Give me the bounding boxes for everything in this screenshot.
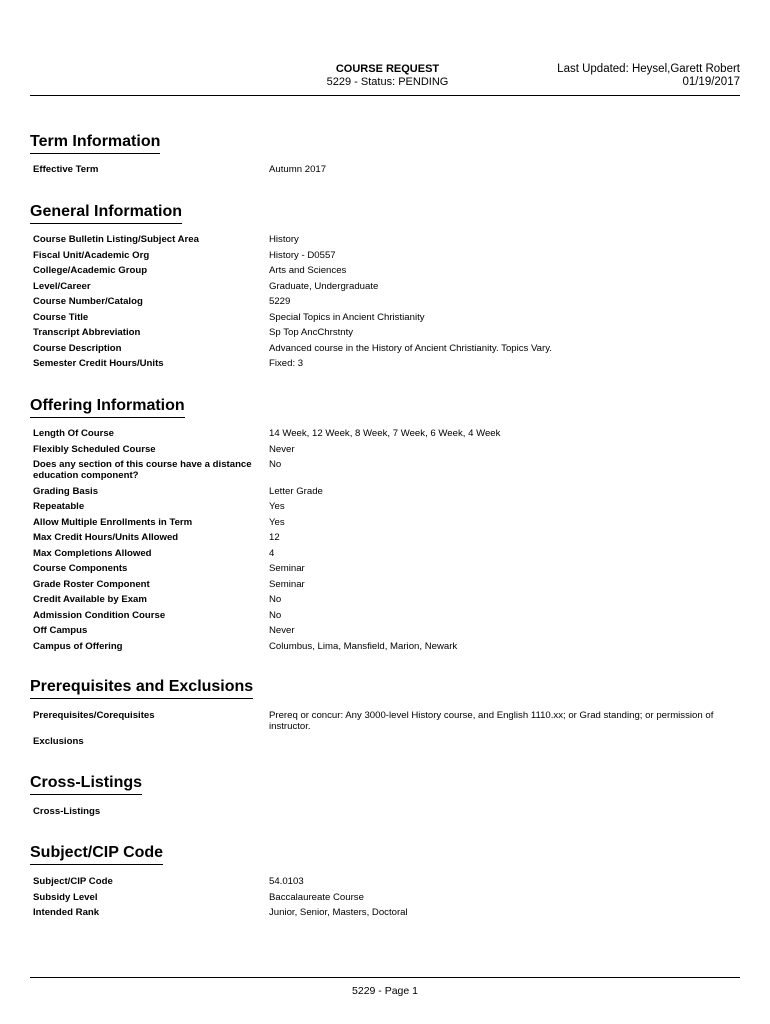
- field-value: Advanced course in the History of Ancient Christianity. Topics Vary.: [269, 342, 552, 354]
- field-label: Repeatable: [33, 501, 85, 512]
- report-header: [290, 63, 485, 89]
- section-title-general: General Information: [30, 202, 182, 224]
- field-value: Sp Top AncChrstnty: [269, 327, 354, 338]
- field-label: Max Completions Allowed: [33, 547, 152, 559]
- last-updated-date: 01/19/2017: [682, 76, 740, 88]
- field-label: Campus of Offering: [33, 640, 123, 652]
- section-title-cip: Subject/CIP Code: [30, 843, 163, 865]
- field-label: Allow Multiple Enrollments in Term: [33, 516, 193, 528]
- field-label: Credit Available by Exam: [33, 594, 147, 605]
- field-value: Prereq or concur: Any 3000-level History course, and English 1110.xx; or Grad standing; or permission of instructor.: [269, 710, 714, 732]
- field-label: Off Campus: [33, 625, 88, 636]
- field-label: Admission Condition Course: [33, 609, 166, 621]
- field-label: Exclusions: [33, 736, 84, 747]
- last-updated-block: [480, 63, 740, 89]
- field-label: Level/Career: [33, 280, 91, 292]
- field-value: Junior, Senior, Masters, Doctoral: [269, 907, 408, 918]
- field-label: Course Number/Catalog: [33, 296, 143, 307]
- field-value: Graduate, Undergraduate: [269, 280, 379, 292]
- field-label: Semester Credit Hours/Units: [33, 358, 164, 369]
- field-value: Autumn 2017: [269, 164, 327, 175]
- field-value: Never: [269, 625, 295, 636]
- field-label: Subject/CIP Code: [33, 876, 113, 887]
- field-value: Columbus, Lima, Mansfield, Marion, Newark: [269, 640, 458, 652]
- report-title: COURSE REQUEST: [335, 63, 440, 75]
- field-value: 54.0103: [269, 876, 304, 887]
- field-value: Fixed: 3: [269, 358, 304, 369]
- field-value: No: [269, 594, 282, 605]
- field-label: Prerequisites/Corequisites: [33, 710, 155, 721]
- field-label: Length Of Course: [33, 428, 115, 439]
- field-label: Effective Term: [33, 164, 99, 175]
- field-value: 5229: [269, 296, 291, 307]
- field-value: 12: [269, 532, 280, 543]
- field-label: Grading Basis: [33, 485, 99, 497]
- field-value: History: [269, 234, 299, 245]
- section-title-term: Term Information: [30, 132, 160, 154]
- footer-divider: [30, 977, 740, 978]
- field-label: Course Title: [33, 311, 89, 323]
- course-status: 5229 - Status: PENDING: [326, 76, 449, 88]
- field-value: Arts and Sciences: [269, 265, 347, 276]
- field-value: Baccalaureate Course: [269, 891, 364, 903]
- field-label: Max Credit Hours/Units Allowed: [33, 532, 179, 543]
- field-value: Yes: [269, 516, 285, 528]
- section-title-cross-listings: Cross-Listings: [30, 773, 142, 795]
- field-label: Fiscal Unit/Academic Org: [33, 249, 150, 261]
- field-label: Course Components: [33, 563, 128, 574]
- field-value: 4: [269, 547, 275, 559]
- field-label: Cross-Listings: [33, 806, 101, 817]
- field-value: No: [269, 609, 282, 621]
- field-value: Seminar: [269, 563, 305, 574]
- field-value: Special Topics in Ancient Christianity: [269, 311, 425, 323]
- field-value: Letter Grade: [269, 485, 323, 497]
- field-value: 14 Week, 12 Week, 8 Week, 7 Week, 6 Week, 4 Week: [269, 428, 501, 439]
- field-label: College/Academic Group: [33, 265, 148, 276]
- field-value: Yes: [269, 501, 285, 512]
- field-label: Flexibly Scheduled Course: [33, 443, 156, 455]
- field-label: Subsidy Level: [33, 891, 98, 903]
- field-label: Course Description: [33, 342, 122, 354]
- section-title-prereq: Prerequisites and Exclusions: [30, 677, 253, 699]
- page-number: 5229 - Page 1: [352, 985, 418, 997]
- field-label: Transcript Abbreviation: [33, 327, 141, 338]
- header-divider: [30, 95, 740, 96]
- field-value: Never: [269, 443, 295, 455]
- field-value: Seminar: [269, 578, 305, 590]
- last-updated: Last Updated: Heysel,Garett Robert: [557, 63, 740, 75]
- field-label: Grade Roster Component: [33, 578, 150, 590]
- field-value: No: [269, 459, 282, 470]
- field-label: Course Bulletin Listing/Subject Area: [33, 234, 199, 245]
- field-label: Does any section of this course have a distance education component?: [33, 459, 252, 481]
- section-title-offering: Offering Information: [30, 396, 185, 418]
- field-value: History - D0557: [269, 249, 336, 261]
- field-label: Intended Rank: [33, 907, 100, 918]
